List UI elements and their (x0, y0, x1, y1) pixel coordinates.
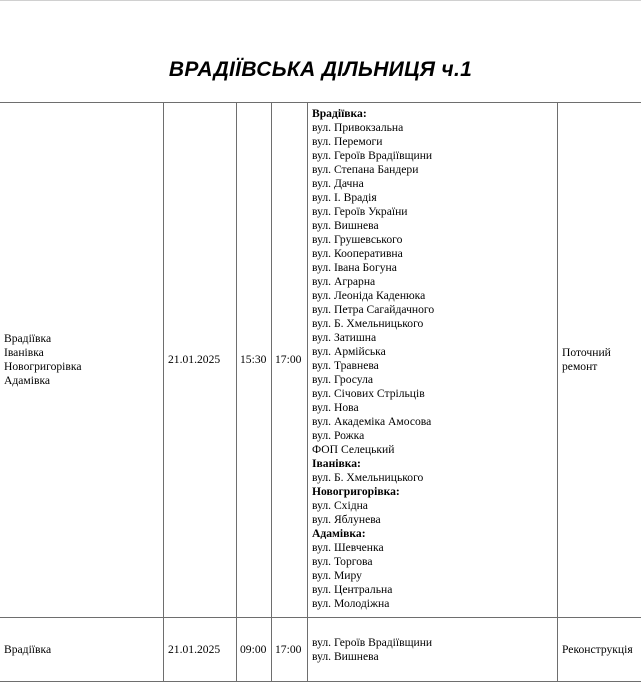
street-item: вул. Вишнева (312, 650, 557, 664)
street-item: вул. Леоніда Каденюка (312, 289, 557, 303)
page-title: ВРАДІЇВСЬКА ДІЛЬНИЦЯ ч.1 (0, 58, 641, 82)
work-type-cell (558, 103, 641, 618)
street-item: вул. Торгова (312, 555, 557, 569)
start-time-cell: 15:30 (237, 103, 272, 618)
settlement-name: Адамівка (4, 374, 163, 388)
street-item: вул. Перемоги (312, 135, 557, 149)
addresses-cell (308, 618, 558, 682)
settlement-heading: Іванівка: (312, 457, 557, 471)
top-divider (0, 0, 641, 1)
street-item: вул. Яблунева (312, 513, 557, 527)
street-item: вул. Центральна (312, 583, 557, 597)
table-body (0, 103, 641, 682)
street-item: вул. І. Врадія (312, 191, 557, 205)
table-row (0, 618, 641, 682)
work-type-text: Реконструкція (562, 643, 641, 657)
street-item: вул. Шевченка (312, 541, 557, 555)
street-item: вул. Східна (312, 499, 557, 513)
street-item: вул. Рожка (312, 429, 557, 443)
street-item: вул. Січових Стрільців (312, 387, 557, 401)
street-item: вул. Затишна (312, 331, 557, 345)
outage-table (0, 102, 641, 682)
street-item: вул. Героїв Врадіївщини (312, 636, 557, 650)
street-item: вул. Травнева (312, 359, 557, 373)
street-item: вул. Б. Хмельницького (312, 471, 557, 485)
street-item: ФОП Селецький (312, 443, 557, 457)
addresses-cell (308, 103, 558, 618)
end-time-cell: 17:00 (272, 103, 308, 618)
street-item: вул. Молодіжна (312, 597, 557, 611)
settlement-name: Іванівка (4, 346, 163, 360)
street-item: вул. Вишнева (312, 219, 557, 233)
settlements-cell (0, 618, 164, 682)
settlement-heading: Адамівка: (312, 527, 557, 541)
street-item: вул. Героїв України (312, 205, 557, 219)
street-item: вул. Гросула (312, 373, 557, 387)
street-item: вул. Героїв Врадіївщини (312, 149, 557, 163)
street-item: вул. Кооперативна (312, 247, 557, 261)
date-cell: 21.01.2025 (164, 103, 237, 618)
street-item: вул. Армійська (312, 345, 557, 359)
street-item: вул. Академіка Амосова (312, 415, 557, 429)
date-cell: 21.01.2025 (164, 618, 237, 682)
work-type-text: Поточний (562, 346, 641, 360)
end-time-cell: 17:00 (272, 618, 308, 682)
street-item: вул. Аграрна (312, 275, 557, 289)
settlement-heading: Врадіївка: (312, 107, 557, 121)
street-item: вул. Миру (312, 569, 557, 583)
street-item: вул. Дачна (312, 177, 557, 191)
street-item: вул. Івана Богуна (312, 261, 557, 275)
street-item: вул. Нова (312, 401, 557, 415)
street-item: вул. Степана Бандери (312, 163, 557, 177)
street-item: вул. Петра Сагайдачного (312, 303, 557, 317)
settlements-cell (0, 103, 164, 618)
street-item: вул. Грушевського (312, 233, 557, 247)
settlement-name: Врадіївка (4, 332, 163, 346)
street-item: вул. Привокзальна (312, 121, 557, 135)
settlement-name: Новогригорівка (4, 360, 163, 374)
settlement-name: Врадіївка (4, 643, 163, 657)
settlement-heading: Новогригорівка: (312, 485, 557, 499)
street-item: вул. Б. Хмельницького (312, 317, 557, 331)
start-time-cell: 09:00 (237, 618, 272, 682)
table-row (0, 103, 641, 618)
work-type-cell (558, 618, 641, 682)
work-type-text: ремонт (562, 360, 641, 374)
